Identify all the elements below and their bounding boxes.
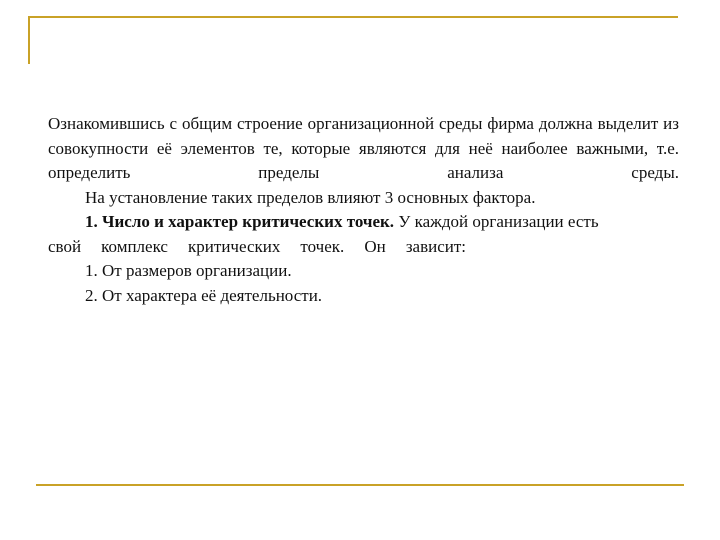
point-1-text-line2: свой комплекс критических точек. Он зависит: bbox=[48, 236, 466, 256]
sub-item-1: 1. От размеров организации. bbox=[85, 261, 292, 280]
intro-paragraph: Ознакомившись с общим строение организационной среды фирма должна выделит из совокупности её элементов те, которые являются для неё наиболее важными, т.е. определить пределы анализа среды. bbox=[48, 114, 679, 182]
point-1 bbox=[48, 210, 679, 235]
point-1-heading: 1. Число и характер критических точек. bbox=[85, 212, 395, 231]
factors-sentence: На установление таких пределов влияют 3 основных фактора. bbox=[85, 187, 536, 207]
frame-bottom-line bbox=[36, 484, 684, 486]
sub-item-2: 2. От характера её деятельности. bbox=[85, 285, 323, 305]
frame-top-line bbox=[28, 16, 678, 18]
point-1-text-line1: У каждой организации есть bbox=[394, 212, 599, 231]
frame-left-line bbox=[28, 16, 30, 64]
slide-content bbox=[48, 112, 679, 308]
